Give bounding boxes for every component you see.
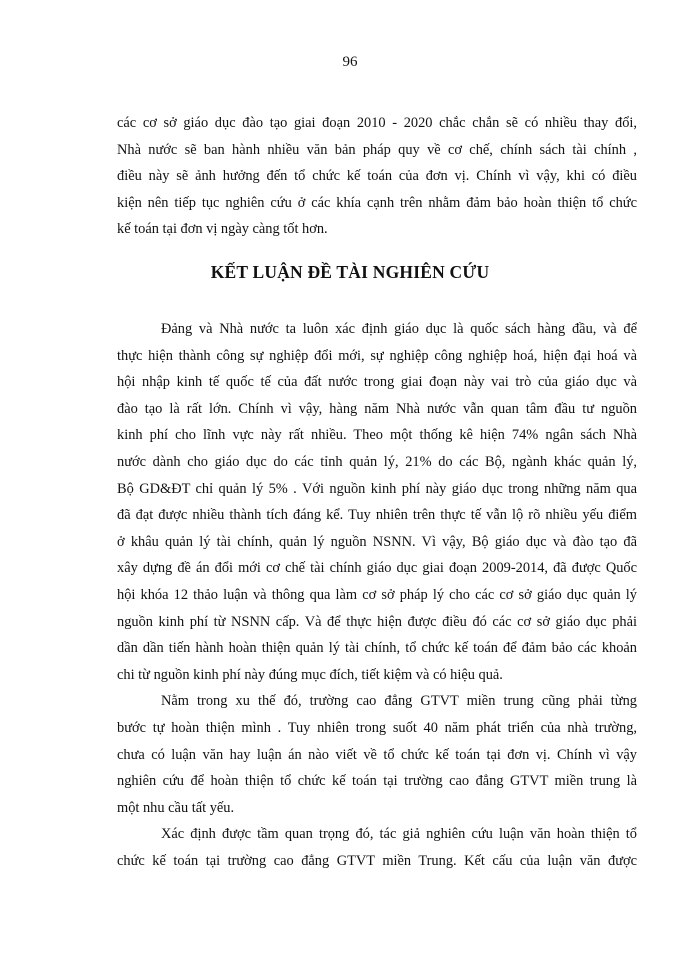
section-heading: KẾT LUẬN ĐỀ TÀI NGHIÊN CỨU — [210, 262, 490, 282]
text-line: chưa có luận văn hay luận án nào viết về tổ chức kế toán tại đơn vị. Chính vì vậy — [117, 746, 637, 763]
text-line: nước dành cho giáo dục do các tỉnh quản lý, 21% do các Bộ, ngành khác quản lý, — [117, 453, 637, 470]
text-line: một nhu cầu tất yếu. — [117, 799, 235, 816]
text-line: nghiên cứu để hoàn thiện tổ chức kế toán tại trường cao đẳng GTVT miền trung là — [117, 773, 637, 790]
text-line: Xác định được tầm quan trọng đó, tác giả nghiên cứu luận văn hoàn thiện tổ — [161, 826, 637, 843]
text-line: chi từ nguồn kinh phí này đúng mục đích, tiết kiệm và có hiệu quả. — [117, 666, 503, 683]
paragraph-1 — [117, 316, 637, 688]
conclusion-body — [117, 316, 637, 874]
text-line: ở khâu quản lý tài chính, quản lý nguồn NSNN. Vì vậy, Bộ giáo dục và đào tạo đã — [117, 533, 637, 550]
text-line: điều này sẽ ảnh hưởng đến tổ chức kế toán của đơn vị. Chính vì vậy, khi có điều — [117, 168, 637, 185]
intro-paragraph — [117, 110, 637, 243]
text-line: đào tạo là rất lớn. Chính vì vậy, hàng năm Nhà nước vẫn quan tâm đầu tư nguồn — [117, 400, 637, 417]
text-line: thực hiện thành công sự nghiệp đổi mới, sự nghiệp công nghiệp hoá, hiện đại hoá và — [117, 347, 637, 364]
text-line: kế toán tại đơn vị ngày càng tốt hơn. — [117, 221, 328, 238]
text-line: nguồn kinh phí từ NSNN cấp. Và để thực hiện được điều đó các cơ sở giáo dục phải — [117, 613, 637, 630]
paragraph-3 — [117, 821, 637, 874]
text-line: chức kế toán tại trường cao đẳng GTVT miền Trung. Kết cấu của luận văn được — [117, 852, 637, 869]
text-line: Bộ GD&ĐT chỉ quản lý 5% . Với nguồn kinh phí này giáo dục trong những năm qua — [117, 480, 637, 497]
paragraph-2 — [117, 688, 637, 821]
text-line: Nhà nước sẽ ban hành nhiều văn bản pháp quy về cơ chế, chính sách tài chính , — [117, 141, 637, 158]
text-line: bước tự hoàn thiện mình . Tuy nhiên trong suốt 40 năm phát triển của nhà trường, — [117, 719, 637, 736]
text-line: kinh phí cho lĩnh vực này rất nhiều. Theo một thống kê hiện 74% ngân sách Nhà — [117, 427, 637, 444]
text-line: kiện nên tiếp tục nghiên cứu ở các khía cạnh trên nhằm đảm bảo hoàn thiện tổ chức — [117, 194, 637, 211]
text-line: hội khóa 12 thảo luận và thông qua làm cơ sở pháp lý cho các cơ sở giáo dục quản lý — [117, 586, 637, 603]
text-line: dần dần tiến hành hoàn thiện quản lý tài chính, tổ chức kế toán để đảm bảo các khoản — [117, 640, 637, 657]
text-line: các cơ sở giáo dục đào tạo giai đoạn 2010 - 2020 chắc chắn sẽ có nhiều thay đổi, — [117, 115, 637, 131]
text-line: Nằm trong xu thế đó, trường cao đẳng GTVT miền trung cũng phải từng — [161, 693, 637, 710]
text-line: đã đạt được nhiều thành tích đáng kể. Tuy nhiên trên thực tế vẫn lộ rõ nhiều yếu điểm — [117, 507, 637, 524]
page-number: 96 — [342, 54, 358, 70]
text-line: Đảng và Nhà nước ta luôn xác định giáo dục là quốc sách hàng đầu, và để — [161, 321, 637, 337]
text-line: hội nhập kinh tế quốc tế của đất nước trong giai đoạn này vai trò của giáo dục và — [117, 374, 637, 391]
text-line: xây dựng đề án đổi mới cơ chế tài chính giáo dục giai đoạn 2009-2014, đã được Quốc — [117, 560, 637, 577]
